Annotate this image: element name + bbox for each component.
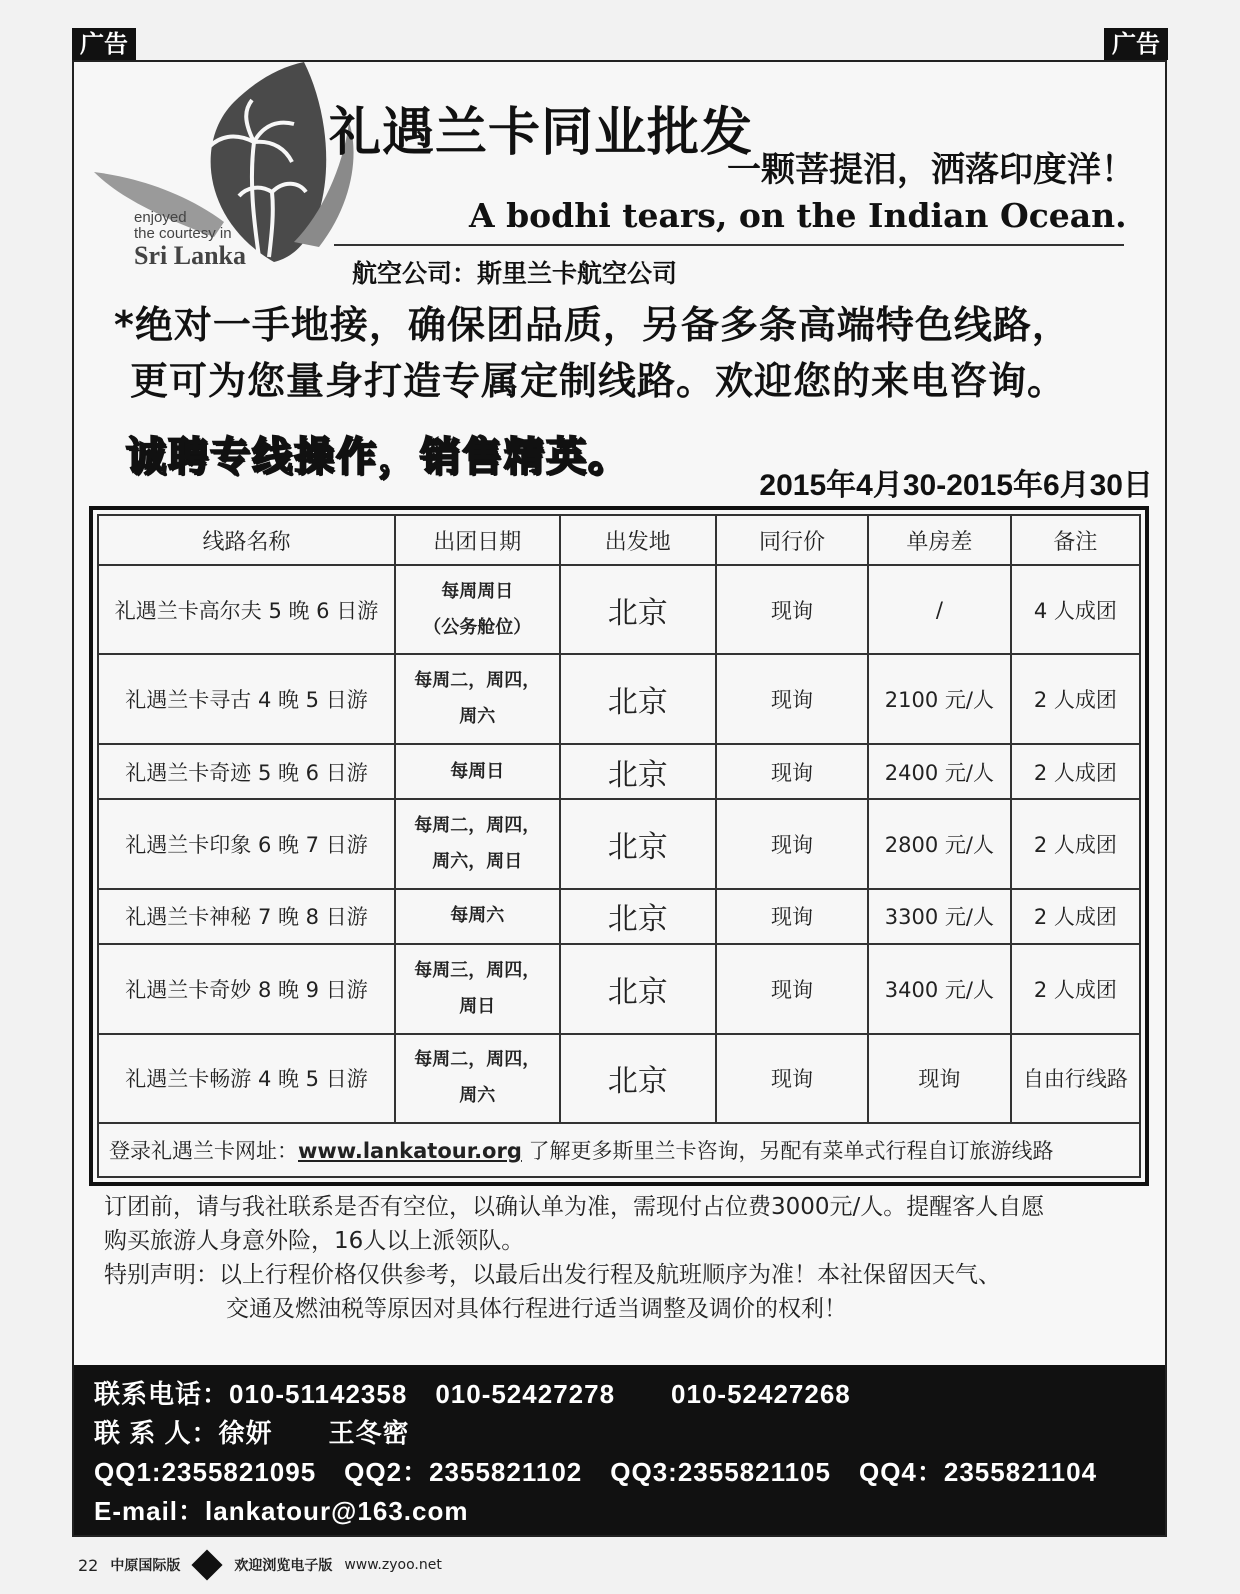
trade-price: 现询 [716, 654, 868, 743]
dates-line-1: 每周周日 [441, 580, 514, 602]
contact-person-row [94, 1414, 1165, 1453]
note-line-4: 交通及燃油税等原因对具体行程进行适当调整及调价的权利！ [226, 1296, 847, 1322]
header-route-name: 线路名称 [98, 515, 395, 565]
qq-2[interactable]: QQ2：2355821102 [344, 1457, 583, 1487]
promo-text [114, 297, 1134, 409]
departure-city: 北京 [560, 889, 716, 945]
departure-dates [395, 799, 560, 888]
route-name: 礼遇兰卡神秘 7 晚 8 日游 [98, 889, 395, 945]
departure-dates [395, 744, 560, 800]
single-supplement: 2100 元/人 [868, 654, 1011, 743]
note-line-2: 购买旅游人身意外险，16人以上派领队。 [104, 1228, 525, 1254]
dates-line-2: 周六 [459, 1085, 496, 1107]
trade-price: 现询 [716, 944, 868, 1033]
remarks: 2 人成团 [1011, 944, 1140, 1033]
contact-panel [74, 1365, 1165, 1535]
booking-notes [104, 1190, 1144, 1326]
table-row [98, 944, 1140, 1033]
single-supplement: 3300 元/人 [868, 889, 1011, 945]
logo-line-2: the courtesy in [134, 225, 232, 242]
table-row [98, 654, 1140, 743]
website-prefix: 登录礼遇兰卡网址： [109, 1139, 298, 1163]
route-name: 礼遇兰卡高尔夫 5 晚 6 日游 [98, 565, 395, 654]
departure-city: 北京 [560, 799, 716, 888]
qq-1[interactable]: QQ1:2355821095 [94, 1457, 317, 1487]
contact-email-row [94, 1492, 1165, 1531]
dates-line-2: 周六，周日 [432, 850, 523, 872]
header-trade-price: 同行价 [716, 515, 868, 565]
welcome-text: 欢迎浏览电子版 [234, 1558, 333, 1574]
route-name: 礼遇兰卡畅游 4 晚 5 日游 [98, 1034, 395, 1123]
website-link[interactable]: www.lankatour.org [298, 1139, 522, 1163]
departure-dates [395, 944, 560, 1033]
single-supplement: 现询 [868, 1034, 1011, 1123]
header-departure-dates: 出团日期 [395, 515, 560, 565]
phone-label: 联系电话： [94, 1379, 230, 1409]
contact-phone-row [94, 1375, 1165, 1414]
tour-table [97, 514, 1141, 1178]
dates-line-1: 每周日 [450, 760, 505, 782]
ad-title: 礼遇兰卡同业批发 [329, 102, 754, 163]
route-name: 礼遇兰卡寻古 4 晚 5 日游 [98, 654, 395, 743]
departure-city: 北京 [560, 565, 716, 654]
phone-1[interactable]: 010-51142358 [229, 1379, 408, 1409]
remarks: 4 人成团 [1011, 565, 1140, 654]
header-divider [334, 244, 1124, 246]
footer-site[interactable]: www.zyoo.net [344, 1557, 442, 1573]
trade-price: 现询 [716, 565, 868, 654]
person-2: 王冬密 [328, 1418, 410, 1448]
airline-info: 航空公司：斯里兰卡航空公司 [352, 259, 678, 288]
departure-city: 北京 [560, 654, 716, 743]
tour-table-wrapper [89, 506, 1149, 1186]
remarks: 2 人成团 [1011, 654, 1140, 743]
table-row [98, 1034, 1140, 1123]
dates-line-1: 每周二，周四， [414, 814, 541, 836]
remarks: 2 人成团 [1011, 744, 1140, 800]
emblem-diamond-icon [192, 1549, 223, 1580]
trade-price: 现询 [716, 1034, 868, 1123]
header-remarks: 备注 [1011, 515, 1140, 565]
single-supplement: 3400 元/人 [868, 944, 1011, 1033]
promo-line-1: *绝对一手地接，确保团品质，另备多条高端特色线路， [114, 303, 1071, 347]
validity-date-range: 2015年4月30-2015年6月30日 [759, 469, 1153, 502]
table-row [98, 744, 1140, 800]
slogan-chinese: 一颗菩提泪，洒落印度洋！ [727, 150, 1135, 190]
website-suffix: 了解更多斯里兰卡咨询，另配有菜单式行程自订旅游线路 [521, 1139, 1054, 1163]
ad-frame [72, 60, 1167, 1537]
page-footer [78, 1550, 442, 1580]
remarks: 自由行线路 [1011, 1034, 1140, 1123]
single-supplement: / [868, 565, 1011, 654]
table-row [98, 799, 1140, 888]
note-line-1: 订团前，请与我社联系是否有空位，以确认单为准，需现付占位费3000元/人。提醒客人自愿 [104, 1194, 1045, 1220]
route-name: 礼遇兰卡印象 6 晚 7 日游 [98, 799, 395, 888]
table-footer-row [98, 1123, 1140, 1177]
trade-price: 现询 [716, 744, 868, 800]
ad-tag-left: 广告 [72, 28, 136, 60]
logo-line-3: Sri Lanka [134, 241, 246, 270]
dates-line-1: 每周三，周四， [414, 959, 541, 981]
dates-line-2: 周日 [459, 995, 496, 1017]
departure-dates [395, 889, 560, 945]
single-supplement: 2800 元/人 [868, 799, 1011, 888]
email-label: E-mail： [94, 1496, 206, 1526]
ad-tag-right: 广告 [1104, 28, 1168, 60]
person-label: 联 系 人： [94, 1418, 219, 1448]
qq-3[interactable]: QQ3:2355821105 [610, 1457, 831, 1487]
logo-line-1: enjoyed [134, 209, 187, 226]
person-1: 徐妍 [218, 1418, 273, 1448]
header-single-supplement: 单房差 [868, 515, 1011, 565]
dates-line-2: （公务舱位） [423, 616, 532, 638]
departure-city: 北京 [560, 744, 716, 800]
website-info [98, 1123, 1140, 1177]
single-supplement: 2400 元/人 [868, 744, 1011, 800]
slogan-english: A bodhi tears, on the Indian Ocean. [469, 196, 1127, 235]
qq-4[interactable]: QQ4：2355821104 [858, 1457, 1098, 1487]
route-name: 礼遇兰卡奇迹 5 晚 6 日游 [98, 744, 395, 800]
table-header-row [98, 515, 1140, 565]
route-name: 礼遇兰卡奇妙 8 晚 9 日游 [98, 944, 395, 1033]
trade-price: 现询 [716, 889, 868, 945]
departure-dates [395, 654, 560, 743]
departure-city: 北京 [560, 944, 716, 1033]
recruitment-text: 诚聘专线操作，销售精英。 [126, 434, 630, 480]
departure-dates [395, 1034, 560, 1123]
page-number: 22 [78, 1555, 99, 1575]
table-row [98, 565, 1140, 654]
promo-line-2: 更可为您量身打造专属定制线路。欢迎您的来电咨询。 [130, 359, 1067, 403]
table-row [98, 889, 1140, 945]
trade-price: 现询 [716, 799, 868, 888]
remarks: 2 人成团 [1011, 799, 1140, 888]
note-line-3: 特别声明：以上行程价格仅供参考，以最后出发行程及航班顺序为准！本社保留因天气、 [104, 1262, 1001, 1288]
dates-line-1: 每周二，周四， [414, 670, 541, 692]
departure-city: 北京 [560, 1034, 716, 1123]
remarks: 2 人成团 [1011, 889, 1140, 945]
header-departure-city: 出发地 [560, 515, 716, 565]
dates-line-1: 每周六 [450, 905, 505, 927]
phone-2[interactable]: 010-52427278 [435, 1379, 616, 1409]
departure-dates [395, 565, 560, 654]
contact-qq-row [94, 1453, 1165, 1492]
dates-line-1: 每周二，周四， [414, 1049, 541, 1071]
logo-caption [134, 210, 246, 270]
edition-name: 中原国际版 [110, 1558, 181, 1574]
phone-3[interactable]: 010-52427268 [671, 1379, 851, 1409]
email-address[interactable]: lankatour@163.com [205, 1496, 469, 1526]
dates-line-2: 周六 [459, 706, 496, 728]
